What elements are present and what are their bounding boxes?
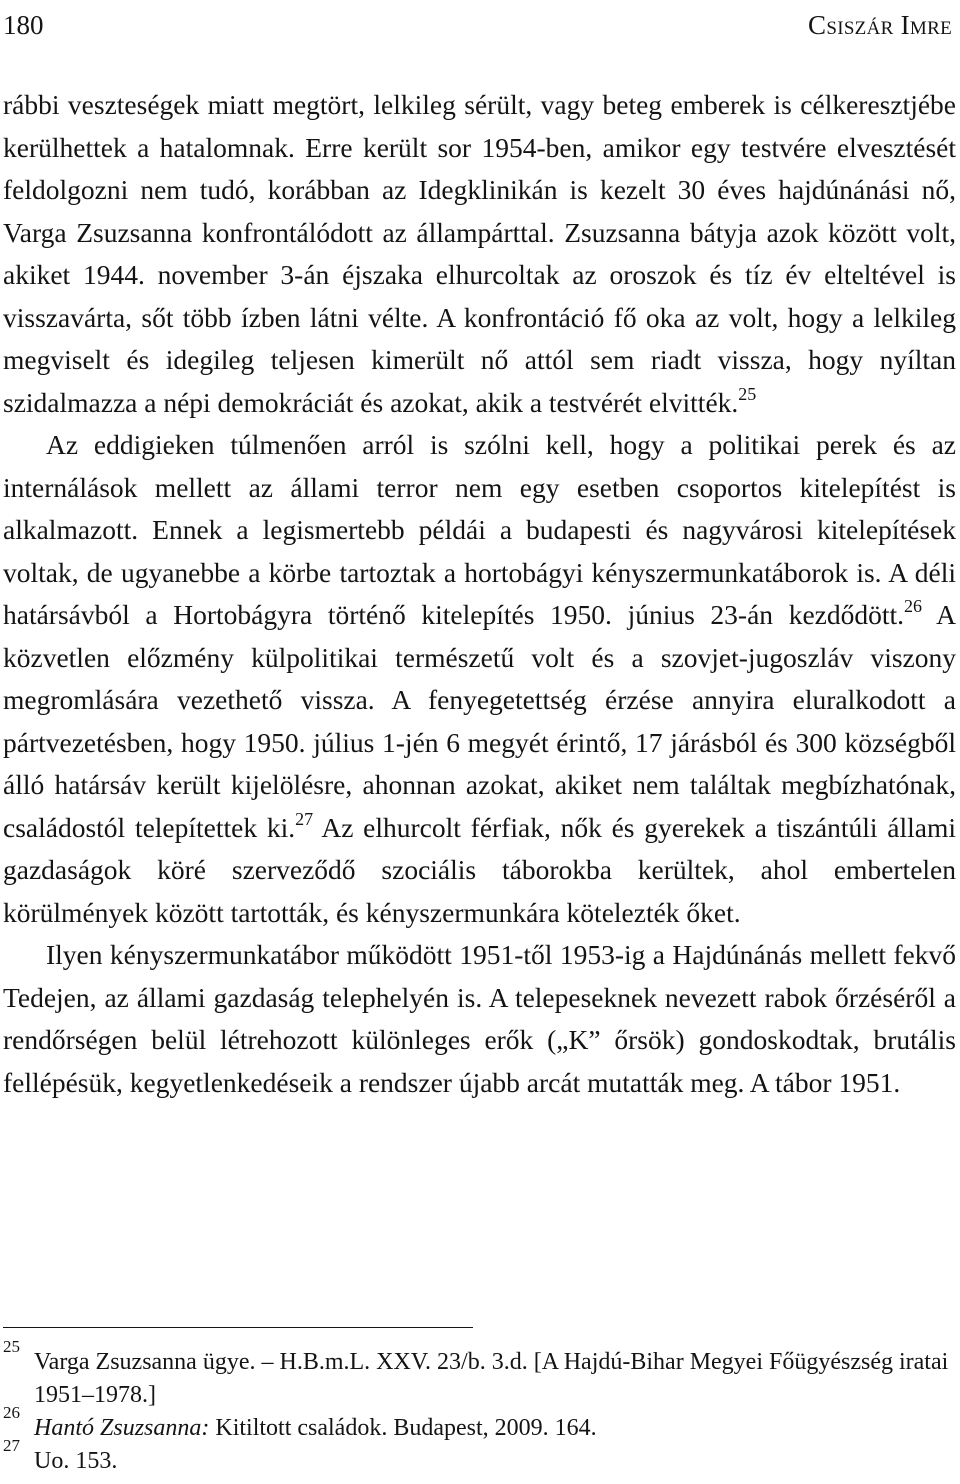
paragraph-2-text-a: Az eddigieken túlmenően arról is szólni kell, hogy a politikai perek és az internálások mellett az állami terror nem egy esetben csoportos kitelepítést is alkalmazott. Ennek a legismertebb példái a budapesti és nagyvárosi kitelepítések voltak, de ugyanebbe a körbe tartoztak a hortobágyi kényszermunkatáborok is. A déli határsávból a Hortobágyra történő kitelepítés 1950. június 23-án kezdődött.: [3, 429, 956, 630]
paragraph-3-text: Ilyen kényszermunkatábor működött 1951-től 1953-ig a Hajdúnánás mellett fekvő Tedejen, az állami gazdaság telephelyén is. A telepeseknek nevezett rabok őrzéséről a rendőrségen belül létrehozott különleges erők („K” őrsök) gondoskodtak, brutális fellépésük, kegyetlenkedéseik a rendszer újabb arcát mutatták meg. A tábor 1951.: [3, 939, 956, 1098]
footnote-text: Varga Zsuzsanna ügye. – H.B.m.L. XXV. 23/b. 3.d. [A Hajdú-Bihar Megyei Főügyészség iratai 1951–1978.]: [34, 1349, 949, 1408]
footnote-text: Kitiltott családok. Budapest, 2009. 164.: [209, 1415, 597, 1441]
footnote-author: Hantó Zsuzsanna:: [34, 1415, 210, 1441]
footnote-number: 27: [3, 1436, 20, 1455]
paragraph-2: [3, 424, 956, 934]
paragraph-2-text-c: Az elhurcolt férfiak, nők és gyerekek a tiszántúli állami gazdaságok köré szerveződő szociális táborokba kerültek, ahol embertelen körülmények között tartották, és kényszermunkára kötelezték őket.: [3, 811, 956, 928]
body-text: [3, 84, 956, 1104]
footnote-26: [3, 1403, 956, 1445]
footnote-text: Uo. 153.: [34, 1448, 118, 1474]
footnote-25: [3, 1337, 956, 1412]
running-head-author: Csiszár Imre: [808, 10, 952, 40]
page-number: 180: [3, 10, 44, 40]
paragraph-1-text: rábbi veszteségek miatt megtört, lelkileg sérült, vagy beteg emberek is célkeresztjébe kerülhettek a hatalomnak. Erre került sor 1954-ben, amikor egy testvére elvesztését feldolgozni nem tudó, korábban az Idegklinikán is kezelt 30 éves hajdúnánási nő, Varga Zsuzsanna konfrontálódott az állampárttal. Zsuzsanna bátyja azok között volt, akiket 1944. november 3-án éjszaka elhurcoltak az oroszok és tíz év elteltével is visszavárta, sőt több ízben látni vélte. A konfrontáció fő oka az volt, hogy a lelkileg megviselt és idegileg teljesen kimerült nő attól sem riadt vissza, hogy nyíltan szidalmazza a népi demokráciát és azokat, akik a testvérét elvitték.: [3, 89, 956, 418]
footnote-ref-27[interactable]: 27: [295, 808, 314, 829]
footnote-number: 25: [3, 1337, 20, 1356]
footnote-ref-26[interactable]: 26: [904, 596, 923, 616]
footnote-number: 26: [3, 1403, 20, 1422]
page-header: [3, 8, 952, 42]
footnote-ref-25[interactable]: 25: [738, 383, 757, 404]
footnote-separator: [3, 1327, 473, 1328]
paragraph-2-text-b: A közvetlen előzmény külpolitikai természetű volt és a szovjet-jugoszláv viszony megromlására vezethető vissza. A fenyegetettség érzése annyira eluralkodott a pártvezetésben, hogy 1950. július 1-jén 6 megyét érintő, 17 járásból és 300 községből álló határsáv került kijelölésre, ahonnan azokat, akiket nem találtak megbízhatónak, családostól telepítettek ki.: [3, 599, 956, 843]
paragraph-3: [3, 934, 956, 1104]
paragraph-1: [3, 84, 956, 424]
footnote-27: [3, 1436, 956, 1478]
footnotes: [3, 1337, 956, 1478]
